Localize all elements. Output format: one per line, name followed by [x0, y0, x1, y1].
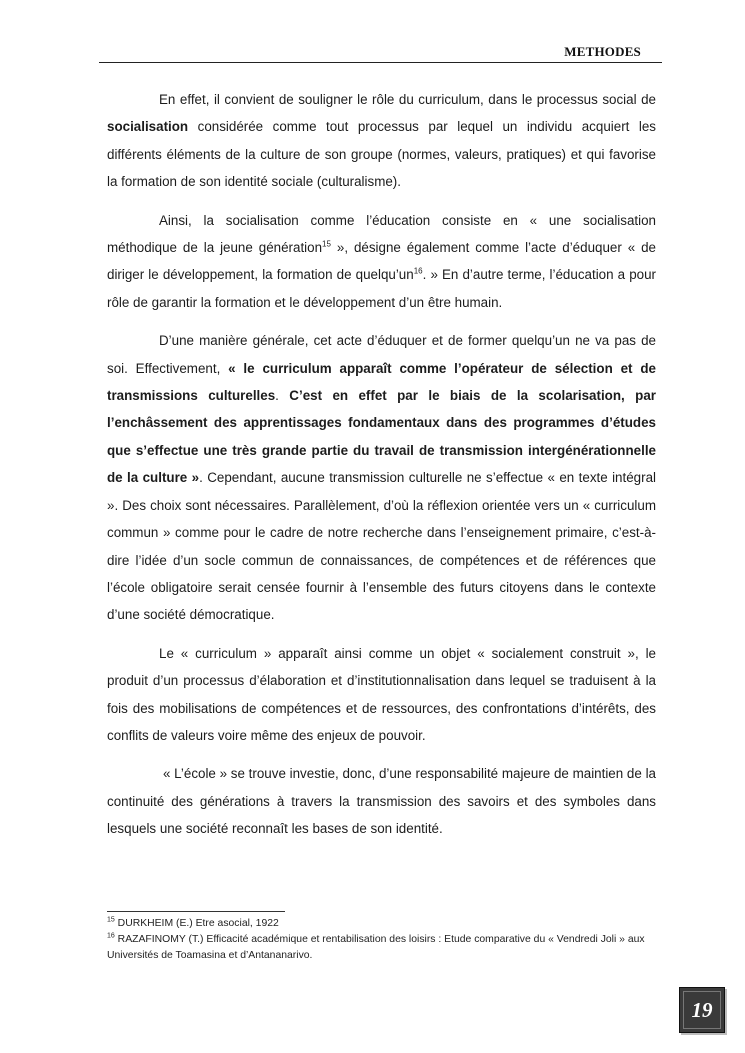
- page-number: 19: [683, 991, 721, 1029]
- paragraph-1-text-c: considérée comme tout processus par lequel un individu acquiert les différents éléments de la culture de son groupe (normes, valeurs, pratiques) et qui favorise la formation de son identité sociale (culturalisme).: [107, 119, 656, 190]
- body-text: [107, 86, 656, 854]
- paragraph-3-text-a: D’une manière générale, cet acte d’éduquer et de former quelqu’un ne va pas de soi. Effectivement,: [107, 333, 656, 376]
- page-number-badge: [679, 987, 725, 1033]
- paragraph-5: « L’école » se trouve investie, donc, d’une responsabilité majeure de maintien de la continuité des générations à travers la transmission des savoirs et des symboles dans lesquels une société reconnaît les bases de son identité.: [107, 766, 656, 837]
- paragraph-1-bold-term: socialisation: [107, 119, 189, 135]
- footnote-separator: [107, 911, 285, 912]
- header-rule: [99, 62, 662, 63]
- paragraph-2: [107, 207, 656, 317]
- paragraph-3: [107, 327, 656, 628]
- paragraph-3-bold-quote-2: C’est en effet par le biais de la scolarisation, par l’enchâssement des apprentissages fondamentaux dans des programmes d’études que s’effectue une très grande partie du travail de transmission intergénérationnelle de la culture »: [107, 388, 656, 486]
- paragraph-1: [107, 86, 656, 196]
- footnotes: [107, 916, 656, 964]
- paragraph-4: Le « curriculum » apparaît ainsi comme un objet « socialement construit », le produit d’un processus d’élaboration et d’institutionnalisation dans lequel se traduisent à la fois des mobilisations de compétences et de ressources, des confrontations d’intérêts, des conflits de valeurs voire même des enjeux de pouvoir.: [107, 645, 656, 743]
- paragraph-3-text-e: . Cependant, aucune transmission culturelle ne s’effectue « en texte intégral ». Des choix sont nécessaires. Parallèlement, d’où la réflexion orientée vers un « curriculum commun » comme pour le cadre de notre recherche dans l’enseignement primaire, c’est-à-dire l’idée d’un socle commun de connaissances, de compétences et de références que l’école obligatoire serait censée fournir à l’ensemble des futurs citoyens dans le contexte d’une société démocratique.: [107, 470, 656, 623]
- paragraph-2-text-a: Ainsi, la socialisation comme l’éducation consiste en « une socialisation méthodique de la jeune génération: [107, 212, 656, 256]
- paragraph-2-text-b: », désigne également comme l’acte d’éduquer « de diriger le développement, la formation de quelqu’un: [107, 240, 657, 283]
- paragraph-3-text-c: .: [275, 388, 290, 404]
- paragraph-1-text-a: En effet, il convient de souligner le rôle du curriculum, dans le processus social de: [159, 92, 656, 107]
- paragraph-2-text-c: . » En d’autre terme, l’éducation a pour rôle de garantir la formation et le développement d’un être humain.: [107, 267, 656, 310]
- footnote-ref-15[interactable]: 15: [322, 239, 331, 249]
- section-header-title: METHODES: [564, 44, 641, 59]
- footnote-text: RAZAFINOMY (T.) Efficacité académique et rentabilisation des loisirs : Etude comparative du « Vendredi Joli » aux Universités de Toamasina et d’Antananarivo.: [107, 934, 645, 961]
- footnote-number: 15: [107, 916, 115, 924]
- footnote-15: [107, 916, 656, 932]
- footnote-ref-16[interactable]: 16: [413, 266, 423, 276]
- paragraph-3-bold-quote-1: « le curriculum apparaît comme l’opérateur de sélection et de transmissions culturelles: [107, 360, 656, 404]
- footnote-text: DURKHEIM (E.) Etre asocial, 1922: [114, 918, 279, 929]
- footnote-16: [107, 932, 656, 964]
- footnote-number: 16: [107, 932, 115, 940]
